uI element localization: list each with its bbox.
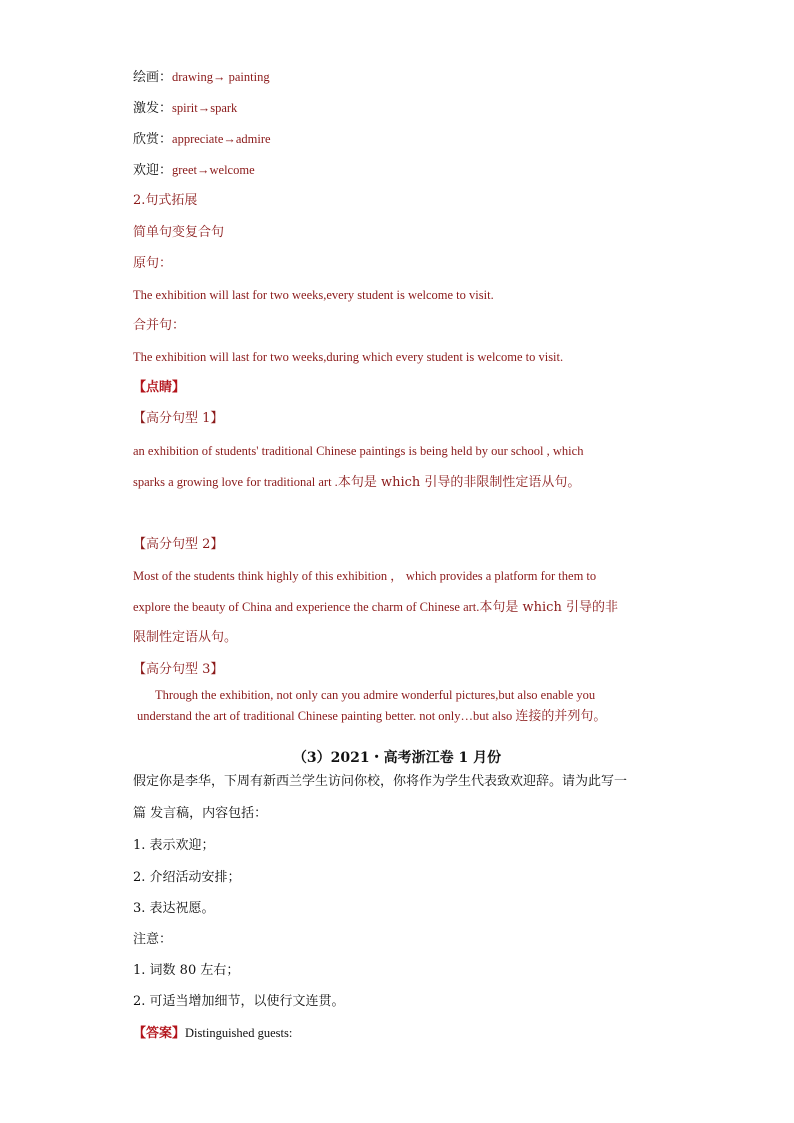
section-subtitle: 简单句变复合句 [133,225,225,240]
answer-line [133,1025,292,1042]
original-sentence: The exhibition will last for two weeks,every student is welcome to visit. [133,288,494,302]
vocab-line-spark [133,100,237,117]
vocab-en: drawing→ painting [172,70,270,84]
task-item-3: 3. 表达祝愿。 [133,901,215,916]
vocab-en: spirit→spark [172,101,238,115]
pattern-2-label: 【高分句型 2】 [133,537,224,552]
highlight-label: 【点睛】 [133,380,186,395]
merged-sentence: The exhibition will last for two weeks,during which every student is welcome to visit. [133,350,564,364]
task-item-2: 2. 介绍活动安排； [133,870,241,885]
vocab-en: appreciate→admire [172,132,271,146]
task-prompt-line-1: 假定你是李华，下周有新西兰学生访问你校，你将作为学生代表致欢迎辞。请为此写一 [133,774,628,789]
pattern-1-english: sparks a growing love for traditional art . [133,475,338,489]
original-label: 原句： [133,256,173,271]
note-label: 注意： [133,932,173,947]
pattern-3-explanation: 连接的并列句。 [515,709,607,724]
pattern-3-line-2 [137,708,606,725]
note-2: 2. 可适当增加细节，以使行文连贯。 [133,994,345,1009]
pattern-1-explanation: 本句是 which 引导的非限制性定语从句。 [337,475,581,490]
answer-label: 【答案】 [133,1026,186,1041]
merged-label: 合并句： [133,318,186,333]
task-item-1: 1. 表示欢迎； [133,838,215,853]
task-heading: （3）2021・高考浙江卷 1 月份 [292,750,502,766]
pattern-1-line-1: an exhibition of students' traditional Chinese paintings is being held by our school , which [133,444,584,458]
note-1: 1. 词数 80 左右； [133,963,240,978]
pattern-2-line-3: 限制性定语从句。 [133,630,238,645]
section-title: 2.句式拓展 [133,193,198,208]
vocab-line-welcome [133,162,255,179]
pattern-1-line-2 [133,474,580,491]
vocab-line-admire [133,131,271,148]
pattern-2-explanation: 本句是 which 引导的非 [479,600,618,615]
vocab-cn: 激发： [133,101,173,116]
vocab-cn: 欣赏： [133,132,173,147]
vocab-line-painting [133,69,270,86]
vocab-en: greet→welcome [172,163,255,177]
pattern-2-line-1: Most of the students think highly of this exhibition ， which provides a platform for them to [133,569,597,583]
pattern-3-label: 【高分句型 3】 [133,662,224,677]
pattern-3-line-1: Through the exhibition, not only can you admire wonderful pictures,but also enable you [155,688,596,702]
pattern-2-english: explore the beauty of China and experience the charm of Chinese art. [133,600,480,614]
vocab-cn: 绘画： [133,70,173,85]
pattern-3-english: understand the art of traditional Chinese painting better. not only…but also [137,709,516,723]
pattern-2-line-2 [133,599,618,616]
answer-text: Distinguished guests: [185,1026,293,1040]
task-prompt-line-2: 篇 发言稿，内容包括： [133,806,268,821]
pattern-1-label: 【高分句型 1】 [133,411,224,426]
vocab-cn: 欢迎： [133,163,173,178]
